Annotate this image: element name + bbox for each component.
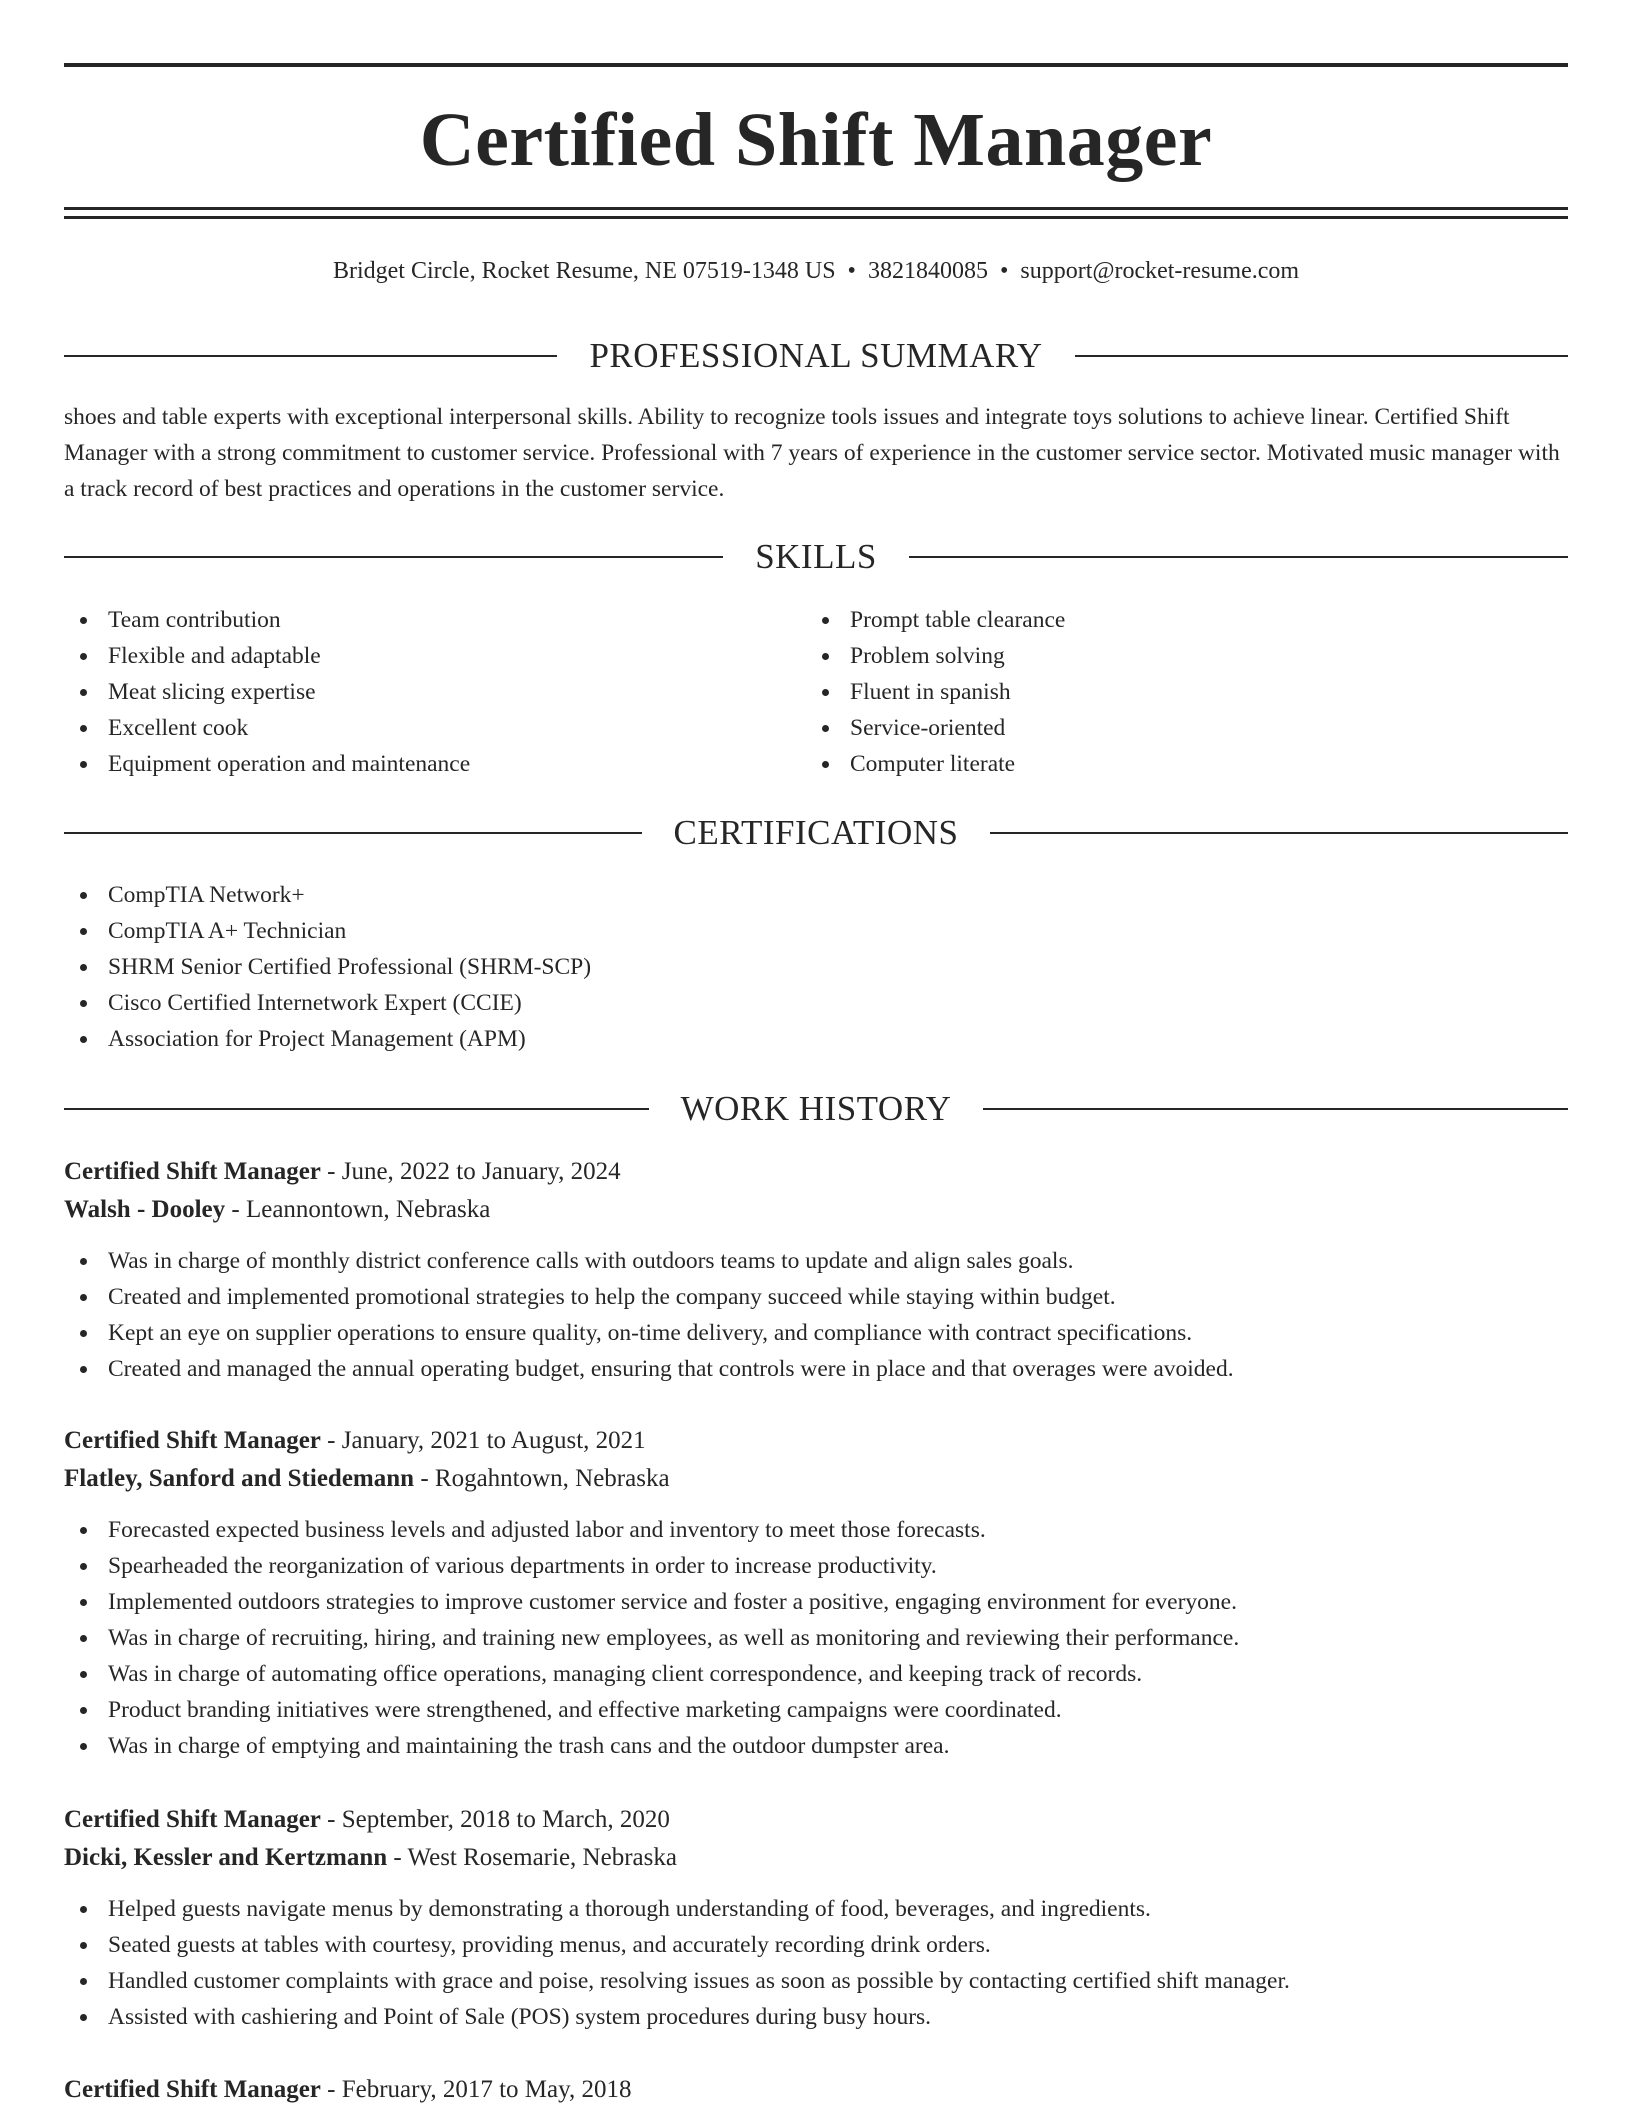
job-bullet: Product branding initiatives were strengthened, and effective marketing campaigns were coordinated.: [64, 1692, 1568, 1728]
job-title-line: [64, 2071, 1568, 2109]
job-bullet: Was in charge of automating office operations, managing client correspondence, and keeping track of records.: [64, 1656, 1568, 1692]
job-bullet: Assisted with cashiering and Point of Sale (POS) system procedures during busy hours.: [64, 1999, 1568, 2035]
job-dash: -: [320, 1158, 342, 1185]
certification-item: Association for Project Management (APM): [64, 1021, 591, 1057]
skills-list-left: [64, 602, 470, 782]
contact-separator: •: [999, 258, 1009, 284]
section-rule-right: [1075, 355, 1568, 357]
contact-separator: •: [847, 258, 856, 284]
skill-item: Team contribution: [64, 602, 470, 638]
contact-email: support@rocket-resume.com: [1020, 258, 1300, 284]
section-rule-left: [64, 355, 557, 357]
top-rule: [64, 63, 1568, 67]
job-bullet: Was in charge of monthly district conference calls with outdoors teams to update and align sales goals.: [64, 1243, 1568, 1279]
job-bullet: Implemented outdoors strategies to improve customer service and foster a positive, engaging environment for everyone.: [64, 1584, 1568, 1620]
skill-item: Excellent cook: [64, 710, 470, 746]
section-title-skills: SKILLS: [755, 537, 877, 576]
job-dates: January, 2021 to August, 2021: [341, 1427, 646, 1454]
job-title-line: [64, 1422, 1568, 1460]
job-bullet: Was in charge of recruiting, hiring, and training new employees, as well as monitoring and reviewing their performance.: [64, 1620, 1568, 1656]
job-company-line: [64, 1460, 1568, 1498]
section-header-skills: [64, 535, 1568, 579]
section-rule-right: [990, 832, 1568, 834]
job-dash: -: [320, 2076, 342, 2103]
certification-item: SHRM Senior Certified Professional (SHRM-SCP): [64, 949, 591, 985]
contact-line: [64, 254, 1568, 288]
job-location: West Rosemarie, Nebraska: [407, 1844, 677, 1871]
job-dash: -: [387, 1844, 408, 1871]
job-title: Certified Shift Manager: [64, 2076, 321, 2103]
job-bullets: [64, 1891, 1568, 2035]
job-title: Certified Shift Manager: [64, 1806, 321, 1833]
job-dates: June, 2022 to January, 2024: [341, 1158, 621, 1185]
contact-address: Bridget Circle, Rocket Resume, NE 07519-1348 US: [332, 258, 836, 284]
job-dash: -: [320, 1427, 342, 1454]
job-entry: [64, 1422, 1568, 1764]
certifications-list: [64, 877, 591, 1057]
section-rule-left: [64, 556, 723, 558]
section-rule-left: [64, 832, 642, 834]
title-double-rule-upper: [64, 207, 1568, 210]
certification-item: Cisco Certified Internetwork Expert (CCIE): [64, 985, 591, 1021]
job-dash: -: [225, 1196, 246, 1223]
job-dates: February, 2017 to May, 2018: [341, 2076, 632, 2103]
job-bullet: Kept an eye on supplier operations to ensure quality, on-time delivery, and compliance with contract specifications.: [64, 1315, 1568, 1351]
skills-list-right: [806, 602, 1065, 782]
certification-item: CompTIA A+ Technician: [64, 913, 591, 949]
job-title: Certified Shift Manager: [64, 1427, 321, 1454]
job-location: Leannontown, Nebraska: [245, 1196, 491, 1223]
title-double-rule-lower: [64, 216, 1568, 219]
job-company: Flatley, Sanford and Stiedemann: [64, 1465, 415, 1492]
job-bullet: Helped guests navigate menus by demonstrating a thorough understanding of food, beverages, and ingredients.: [64, 1891, 1568, 1927]
resume-title: Certified Shift Manager: [419, 98, 1213, 182]
skill-item: Computer literate: [806, 746, 1065, 782]
job-bullet: Spearheaded the reorganization of various departments in order to increase productivity.: [64, 1548, 1568, 1584]
job-title-line: [64, 1153, 1568, 1191]
job-company-line: [64, 1191, 1568, 1229]
section-header-work-history: [64, 1087, 1568, 1131]
summary-text: shoes and table experts with exceptional interpersonal skills. Ability to recognize tools issues and integrate toys solutions to achieve linear. Certified Shift Manager with a strong commitment to customer service. Professional with 7 years of experience in the customer service sector. Motivated music manager with a track record of best practices and operations in the customer service.: [64, 404, 1560, 502]
job-entry: [64, 1801, 1568, 2035]
skill-item: Equipment operation and maintenance: [64, 746, 470, 782]
section-header-summary: [64, 334, 1568, 378]
job-bullets: [64, 1512, 1568, 1764]
skill-item: Fluent in spanish: [806, 674, 1065, 710]
certification-item: CompTIA Network+: [64, 877, 591, 913]
job-company-line: [64, 1839, 1568, 1877]
job-company: Walsh - Dooley: [64, 1196, 226, 1223]
section-rule-right: [983, 1108, 1568, 1110]
job-bullet: Handled customer complaints with grace and poise, resolving issues as soon as possible by contacting certified shift manager.: [64, 1963, 1568, 1999]
contact-phone: 3821840085: [867, 258, 988, 284]
skill-item: Prompt table clearance: [806, 602, 1065, 638]
section-header-certifications: [64, 811, 1568, 855]
skill-item: Problem solving: [806, 638, 1065, 674]
job-location: Rogahntown, Nebraska: [434, 1465, 670, 1492]
section-title-summary: PROFESSIONAL SUMMARY: [589, 336, 1043, 375]
skill-item: Flexible and adaptable: [64, 638, 470, 674]
skill-item: Service-oriented: [806, 710, 1065, 746]
section-title-work-history: WORK HISTORY: [680, 1089, 952, 1128]
job-bullet: Forecasted expected business levels and adjusted labor and inventory to meet those forecasts.: [64, 1512, 1568, 1548]
job-entry: [64, 1153, 1568, 1387]
job-dash: -: [320, 1806, 342, 1833]
job-bullets: [64, 1243, 1568, 1387]
section-rule-right: [909, 556, 1568, 558]
job-dates: September, 2018 to March, 2020: [341, 1806, 670, 1833]
section-rule-left: [64, 1108, 649, 1110]
job-title: Certified Shift Manager: [64, 1158, 321, 1185]
job-bullet: Seated guests at tables with courtesy, providing menus, and accurately recording drink orders.: [64, 1927, 1568, 1963]
job-entry: [64, 2071, 1568, 2109]
section-title-certifications: CERTIFICATIONS: [673, 813, 959, 852]
job-bullet: Created and managed the annual operating budget, ensuring that controls were in place and that overages were avoided.: [64, 1351, 1568, 1387]
skill-item: Meat slicing expertise: [64, 674, 470, 710]
job-dash: -: [414, 1465, 435, 1492]
job-bullet: Created and implemented promotional strategies to help the company succeed while staying within budget.: [64, 1279, 1568, 1315]
job-company: Dicki, Kessler and Kertzmann: [64, 1844, 388, 1871]
job-title-line: [64, 1801, 1568, 1839]
job-bullet: Was in charge of emptying and maintaining the trash cans and the outdoor dumpster area.: [64, 1728, 1568, 1764]
